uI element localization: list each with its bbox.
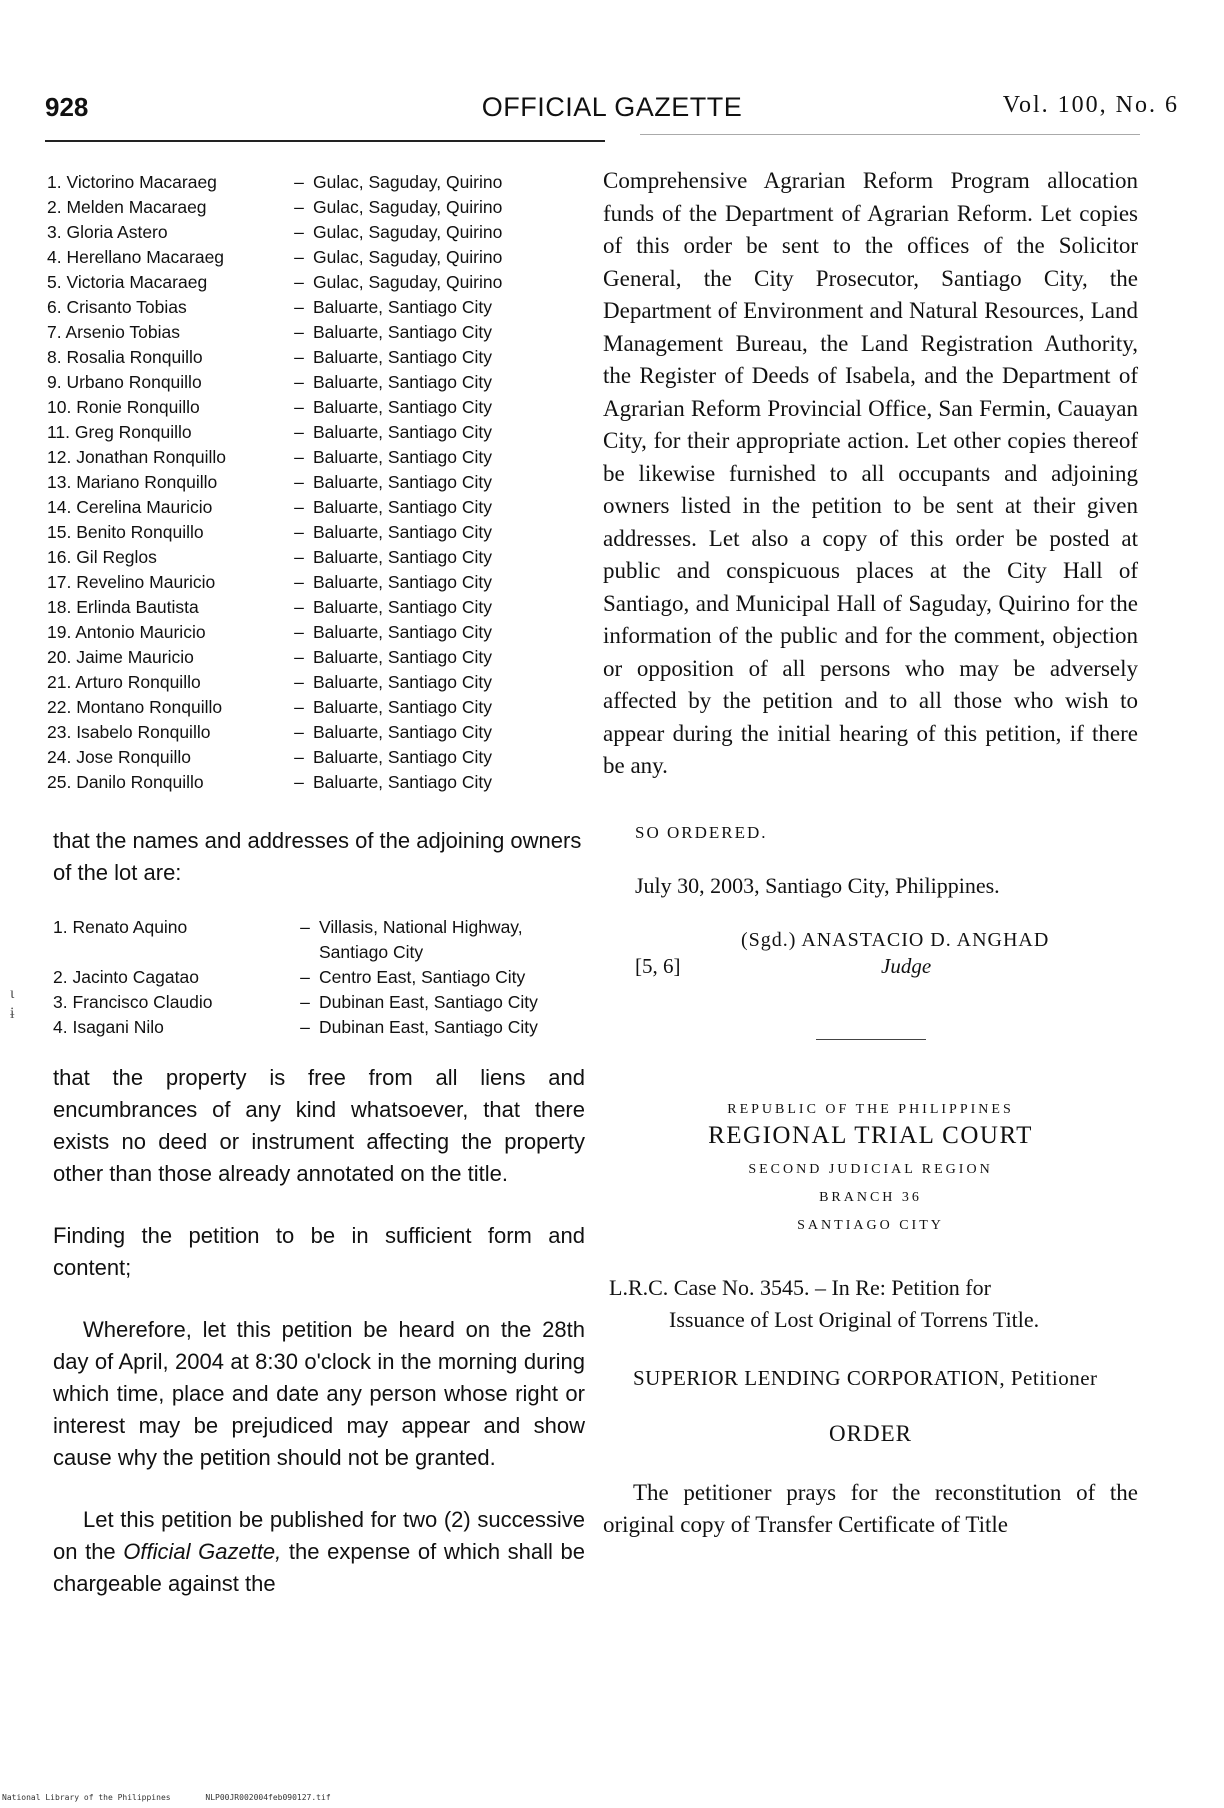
header-rule-right [640,134,1140,135]
dash-separator: – [300,967,310,987]
person-name: 5. Victoria Macaraeg [47,272,208,292]
person-address: Baluarte, Santiago City [313,722,492,742]
dash-separator: – [294,672,304,692]
finding-paragraph: Finding the petition to be in sufficient form and content; [53,1223,585,1280]
person-address: Baluarte, Santiago City [313,547,492,567]
margin-mark: ɨ [10,1005,15,1022]
person-address: Baluarte, Santiago City [313,672,492,692]
person-name: 11. Greg Ronquillo [47,422,192,442]
person-address: Gulac, Saguday, Quirino [313,197,503,217]
person-name: 4. Isagani Nilo [53,1017,164,1037]
person-address: Baluarte, Santiago City [313,497,492,517]
person-name: 23. Isabelo Ronquillo [47,722,211,742]
publication-text-after: the expense of which shall be chargeable against the [53,1539,585,1596]
publication-paragraph [45,1504,585,1600]
person-name: 3. Gloria Astero [47,222,168,242]
person-address: Baluarte, Santiago City [313,697,492,717]
person-address: Baluarte, Santiago City [313,647,492,667]
list-item [45,370,585,395]
case-line-1: L.R.C. Case No. 3545. – In Re: Petition for [609,1274,991,1300]
dash-separator: – [294,572,304,592]
dash-separator: – [294,247,304,267]
file-name: NLP00JR002004feb090127.tif [205,1793,331,1802]
dash-separator: – [294,522,304,542]
list-item [45,495,585,520]
court-branch: BRANCH 36 [819,1189,922,1205]
list-item [45,695,585,720]
list-item [45,745,585,770]
person-name: 12. Jonathan Ronquillo [47,447,227,467]
person-address: Dubinan East, Santiago City [319,1017,538,1037]
volume-number: Vol. 100, No. 6 [1002,92,1179,118]
list-item [45,990,585,1015]
court-city: SANTIAGO CITY [797,1217,944,1233]
dash-separator: – [300,917,310,937]
dash-separator: – [294,272,304,292]
issue-reference: [5, 6] [635,953,681,978]
judge-row [603,954,1138,979]
person-name: 17. Revelino Mauricio [47,572,216,592]
person-name: 3. Francisco Claudio [53,992,213,1012]
list-item [45,720,585,745]
person-address: Gulac, Saguday, Quirino [313,222,503,242]
adjoining-intro: that the names and addresses of the adjoining owners of the lot are: [53,828,582,885]
dash-separator: – [294,497,304,517]
court-region: SECOND JUDICIAL REGION [748,1161,993,1177]
dash-separator: – [300,1017,310,1037]
judge-signature: (Sgd.) ANASTACIO D. ANGHAD [741,928,1050,951]
library-name: National Library of the Philippines [2,1793,171,1802]
judge-title: Judge [881,953,932,978]
person-name: 14. Cerelina Mauricio [47,497,213,517]
page-number: 928 [45,92,89,122]
person-name: 20. Jaime Mauricio [47,647,194,667]
person-name: 10. Ronie Ronquillo [47,397,200,417]
dash-separator: – [294,372,304,392]
person-address: Baluarte, Santiago City [313,572,492,592]
so-ordered: SO ORDERED. [635,822,768,842]
order-date: July 30, 2003, Santiago City, Philippines. [635,872,1000,898]
dash-separator: – [294,597,304,617]
person-name: 7. Arsenio Tobias [47,322,180,342]
list-item [45,1015,585,1040]
person-name: 13. Mariano Ronquillo [47,472,218,492]
person-address: Baluarte, Santiago City [313,622,492,642]
court-name: REGIONAL TRIAL COURT [708,1121,1033,1149]
person-name: 8. Rosalia Ronquillo [47,347,203,367]
person-address: Baluarte, Santiago City [313,522,492,542]
dash-separator: – [294,222,304,242]
property-paragraph: that the property is free from all liens and encumbrances of any kind whatsoever, that there exists no deed or instrument affecting the property other than those already annotated on the title. [53,1065,585,1186]
case-title [603,1272,1138,1336]
case-line-2: Issuance of Lost Original of Torrens Title. [669,1306,1040,1332]
scan-footer [2,1793,361,1802]
list-item [45,915,585,965]
list-item [45,545,585,570]
person-name: 2. Melden Macaraeg [47,197,207,217]
dash-separator: – [294,722,304,742]
person-name: 6. Crisanto Tobias [47,297,187,317]
person-name: 21. Arturo Ronquillo [47,672,201,692]
list-item [45,445,585,470]
dash-separator: – [294,297,304,317]
republic-heading: REPUBLIC OF THE PHILIPPINES [727,1101,1014,1117]
person-address: Baluarte, Santiago City [313,372,492,392]
dash-separator: – [294,322,304,342]
petitioner-line: SUPERIOR LENDING CORPORATION, Petitioner [633,1365,1098,1390]
person-name: 22. Montano Ronquillo [47,697,223,717]
list-item [45,245,585,270]
dash-separator: – [294,172,304,192]
person-address: Baluarte, Santiago City [313,772,492,792]
list-item [45,420,585,445]
list-item [45,170,585,195]
person-address: Gulac, Saguday, Quirino [313,247,503,267]
person-name: 15. Benito Ronquillo [47,522,204,542]
dash-separator: – [294,347,304,367]
dash-separator: – [294,647,304,667]
right-column [603,165,1138,1542]
header-rule [45,140,605,142]
dash-separator: – [294,622,304,642]
dash-separator: – [294,197,304,217]
occupants-list [45,170,585,795]
list-item [45,345,585,370]
list-item [45,470,585,495]
order-heading: ORDER [829,1420,912,1446]
person-address: Baluarte, Santiago City [313,597,492,617]
publication-text-before: Let this petition be published for two (2) successive on the [53,1507,585,1564]
dash-separator: – [294,747,304,767]
person-address: Gulac, Saguday, Quirino [313,272,503,292]
person-name: 1. Renato Aquino [53,917,188,937]
list-item [45,270,585,295]
list-item [45,595,585,620]
page-header [45,92,1179,132]
list-item [45,965,585,990]
dash-separator: – [294,447,304,467]
person-name: 9. Urbano Ronquillo [47,372,202,392]
person-name: 2. Jacinto Cagatao [53,967,199,987]
section-separator [816,1039,926,1040]
dash-separator: – [300,992,310,1012]
person-address: Centro East, Santiago City [319,967,526,987]
dash-separator: – [294,422,304,442]
person-address: Dubinan East, Santiago City [319,992,538,1012]
person-name: 4. Herellano Macaraeg [47,247,225,267]
person-name: 16. Gil Reglos [47,547,157,567]
list-item [45,670,585,695]
publication-italic: Official Gazette, [123,1539,282,1564]
left-column [45,170,585,1600]
person-address: Gulac, Saguday, Quirino [313,172,503,192]
order-opening: The petitioner prays for the reconstitution of the original copy of Transfer Certificate of Title [603,1479,1138,1537]
dash-separator: – [294,772,304,792]
order-continuation: Comprehensive Agrarian Reform Program allocation funds of the Department of Agrarian Reform. Let copies of this order be sent to the offices of the Solicitor General, the City Prosecutor, Santiago City, the Department of Environment and Natural Resources, Land Management Bureau, the Land Registration Authority, the Register of Deeds of Isabela, and the Department of Agrarian Reform Provincial Office, San Fermin, Cauayan City, for their appropriate action. Let other copies thereof be likewise furnished to all occupants and adjoining owners listed in the petition to be sent at their given addresses. Let also a copy of this order be posted at public and conspicuous places at the City Hall of Santiago, and Municipal Hall of Saguday, Quirino for the information of the public and for the comment, objection or opposition of all persons who may be adversely affected by the petition and to all those who wish to appear during the initial hearing of this petition, if there be any. [603,168,1138,778]
list-item [45,645,585,670]
dash-separator: – [294,472,304,492]
person-address: Baluarte, Santiago City [313,747,492,767]
adjoining-owners-list [45,915,585,1040]
list-item [45,320,585,345]
person-address: Baluarte, Santiago City [313,472,492,492]
person-address: Baluarte, Santiago City [313,397,492,417]
margin-mark: ι [10,985,15,1002]
person-name: 19. Antonio Mauricio [47,622,206,642]
person-name: 18. Erlinda Bautista [47,597,199,617]
list-item [45,395,585,420]
list-item [45,195,585,220]
wherefore-paragraph: Wherefore, let this petition be heard on the 28th day of April, 2004 at 8:30 o'clock in the morning during which time, place and date any person whose right or interest may be prejudiced may appear and show cause why the petition should not be granted. [53,1317,585,1470]
dash-separator: – [294,397,304,417]
publication-title: OFFICIAL GAZETTE [481,92,743,122]
person-address: Baluarte, Santiago City [313,447,492,467]
person-name: 25. Danilo Ronquillo [47,772,204,792]
person-name: 24. Jose Ronquillo [47,747,191,767]
dash-separator: – [294,697,304,717]
person-address: Villasis, National Highway, Santiago City [319,917,523,962]
list-item [45,620,585,645]
list-item [45,520,585,545]
list-item [45,770,585,795]
list-item [45,570,585,595]
person-name: 1. Victorino Macaraeg [47,172,217,192]
dash-separator: – [294,547,304,567]
person-address: Baluarte, Santiago City [313,297,492,317]
person-address: Baluarte, Santiago City [313,322,492,342]
list-item [45,220,585,245]
person-address: Baluarte, Santiago City [313,422,492,442]
person-address: Baluarte, Santiago City [313,347,492,367]
list-item [45,295,585,320]
